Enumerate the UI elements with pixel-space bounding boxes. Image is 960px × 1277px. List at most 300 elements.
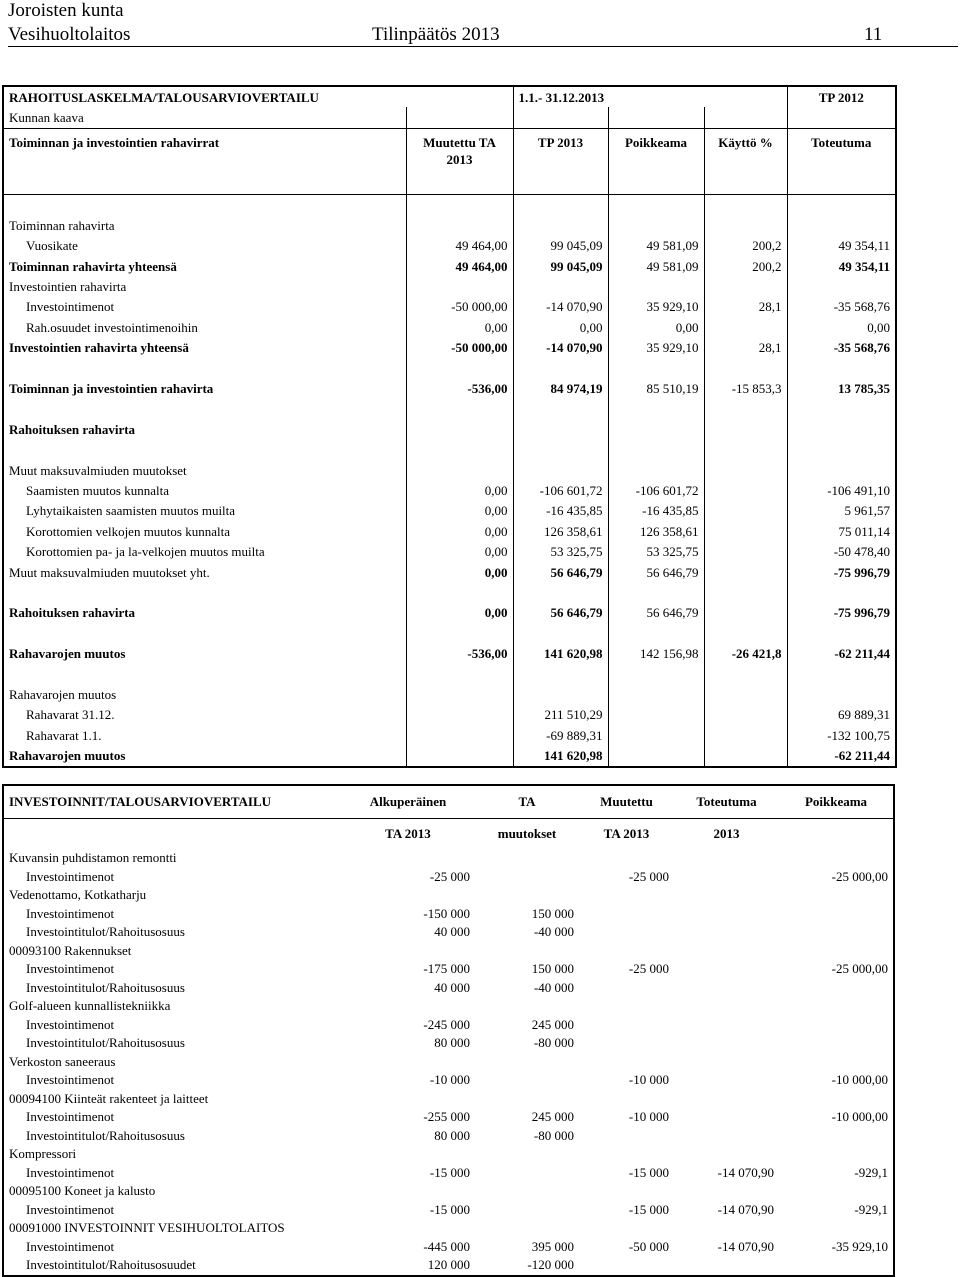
table-row xyxy=(3,1034,894,1053)
value-cell xyxy=(779,1053,894,1072)
value-cell xyxy=(704,480,787,500)
value-cell: -50 000,00 xyxy=(406,338,513,358)
value-cell xyxy=(608,419,704,439)
value-cell: 245 000 xyxy=(531,1016,574,1032)
value-cell: -14 070,90 xyxy=(513,297,608,317)
empty-cell xyxy=(704,439,787,459)
row-label: 00095100 Koneet ja kalusto xyxy=(9,1183,156,1199)
table-row xyxy=(3,1016,894,1035)
empty-cell xyxy=(787,399,896,419)
table-row xyxy=(3,256,896,276)
table-row xyxy=(3,460,896,480)
table-row xyxy=(3,886,894,905)
value-cell: -25 000 xyxy=(628,961,669,977)
value-cell xyxy=(787,215,896,235)
value-cell: -40 000 xyxy=(533,979,574,995)
value-cell xyxy=(406,725,513,745)
value-cell: 56 646,79 xyxy=(608,562,704,582)
empty-cell xyxy=(513,623,608,643)
value-cell xyxy=(579,979,674,998)
row-label: Investointimenot xyxy=(26,868,115,884)
value-cell xyxy=(579,1182,674,1201)
value-cell xyxy=(406,705,513,725)
empty-cell xyxy=(787,582,896,602)
value-cell xyxy=(579,886,674,905)
value-cell xyxy=(787,684,896,704)
value-cell xyxy=(406,684,513,704)
value-cell: 120 000 xyxy=(427,1257,470,1273)
row-label: Investointimenot xyxy=(26,961,115,977)
value-cell xyxy=(608,684,704,704)
value-cell: -62 211,44 xyxy=(787,643,896,663)
table-row xyxy=(3,868,894,887)
value-cell: -16 435,85 xyxy=(608,501,704,521)
row-label: 00091000 INVESTOINNIT VESIHUOLTOLAITOS xyxy=(9,1220,285,1236)
value-cell: -10 000 xyxy=(628,1072,669,1088)
value-cell xyxy=(608,276,704,296)
value-cell: 13 785,35 xyxy=(787,378,896,398)
value-cell: 0,00 xyxy=(406,480,513,500)
value-cell xyxy=(475,1164,579,1183)
empty-cell xyxy=(513,358,608,378)
empty-cell xyxy=(704,194,787,215)
value-cell xyxy=(579,1053,674,1072)
row-label: Investointitulot/Rahoitusosuudet xyxy=(26,1257,196,1273)
row-label: Rahoituksen rahavirta xyxy=(3,603,406,623)
value-cell xyxy=(608,745,704,766)
value-cell xyxy=(704,705,787,725)
column-subheader: TA 2013 xyxy=(385,826,431,841)
row-label: Investointitulot/Rahoitusosuus xyxy=(26,979,185,995)
row-label: Lyhytaikaisten saamisten muutos muilta xyxy=(3,501,406,521)
value-cell: 99 045,09 xyxy=(513,256,608,276)
page-number: 11 xyxy=(864,24,883,45)
row-label: Toiminnan ja investointien rahavirta xyxy=(3,378,406,398)
value-cell: -62 211,44 xyxy=(787,745,896,766)
value-cell xyxy=(787,419,896,439)
empty-cell xyxy=(787,664,896,684)
table-row xyxy=(3,684,896,704)
value-cell xyxy=(674,923,779,942)
table-row xyxy=(3,1182,894,1201)
value-cell: 49 354,11 xyxy=(787,256,896,276)
column-subheader xyxy=(3,819,341,850)
value-cell xyxy=(513,460,608,480)
empty-cell xyxy=(787,439,896,459)
value-cell xyxy=(579,849,674,868)
value-cell xyxy=(704,725,787,745)
value-cell xyxy=(704,562,787,582)
subtitle-row xyxy=(3,107,896,128)
value-cell xyxy=(341,886,475,905)
value-cell xyxy=(475,1145,579,1164)
table-row xyxy=(3,215,896,235)
value-cell: -25 000,00 xyxy=(831,961,888,977)
table-row xyxy=(3,1145,894,1164)
value-cell xyxy=(674,1127,779,1146)
value-cell xyxy=(779,1016,894,1035)
column-header: Poikkeama xyxy=(608,128,704,194)
value-cell: 35 929,10 xyxy=(608,338,704,358)
value-cell xyxy=(779,905,894,924)
column-header: Muutettu xyxy=(579,785,674,819)
table-row xyxy=(3,1201,894,1220)
column-subheader xyxy=(779,819,894,850)
column-header: Toteutuma xyxy=(787,128,896,194)
table-row xyxy=(3,1108,894,1127)
row-label: Investointimenot xyxy=(26,1164,115,1180)
column-subheader: muutokset xyxy=(497,826,557,841)
row-label: Investointitulot/Rahoitusosuus xyxy=(26,924,185,940)
value-cell: -80 000 xyxy=(533,1127,574,1143)
value-cell: -106 491,10 xyxy=(787,480,896,500)
value-cell xyxy=(579,1219,674,1238)
value-cell: -50 478,40 xyxy=(787,541,896,561)
empty-cell xyxy=(3,623,406,643)
value-cell xyxy=(674,1145,779,1164)
value-cell xyxy=(341,1145,475,1164)
table-row xyxy=(3,1238,894,1257)
value-cell xyxy=(674,1108,779,1127)
value-cell xyxy=(475,1090,579,1109)
value-cell xyxy=(674,1219,779,1238)
row-label: Investointimenot xyxy=(26,1072,115,1088)
value-cell xyxy=(475,1071,579,1090)
value-cell xyxy=(704,419,787,439)
table-row xyxy=(3,419,896,439)
row-label: Verkoston saneeraus xyxy=(9,1053,116,1069)
value-cell: 56 646,79 xyxy=(513,562,608,582)
column-header: TP 2013 xyxy=(513,128,608,194)
value-cell: -120 000 xyxy=(527,1257,574,1273)
empty-cell xyxy=(406,399,513,419)
empty-cell xyxy=(513,194,608,215)
value-cell xyxy=(406,276,513,296)
cash-flow-statement-table xyxy=(2,85,897,768)
empty-cell xyxy=(704,623,787,643)
value-cell: -14 070,90 xyxy=(717,1164,774,1180)
column-header: Muutettu TA 2013 xyxy=(406,128,513,194)
value-cell: 28,1 xyxy=(704,338,787,358)
row-label: Rahavarojen muutos xyxy=(3,684,406,704)
value-cell xyxy=(475,1201,579,1220)
empty-cell xyxy=(406,194,513,215)
value-cell: -132 100,75 xyxy=(787,725,896,745)
value-cell: -150 000 xyxy=(423,905,470,921)
value-cell xyxy=(779,942,894,961)
table-row xyxy=(3,480,896,500)
value-cell xyxy=(475,868,579,887)
value-cell: -50 000 xyxy=(628,1238,669,1254)
table-row xyxy=(3,399,896,419)
value-cell: -10 000,00 xyxy=(831,1109,888,1125)
empty-cell xyxy=(704,664,787,684)
value-cell xyxy=(406,419,513,439)
value-cell: 0,00 xyxy=(406,603,513,623)
row-label: Investointitulot/Rahoitusosuus xyxy=(26,1035,185,1051)
value-cell: 142 156,98 xyxy=(608,643,704,663)
row-label: 00094100 Kiinteät rakenteet ja laitteet xyxy=(9,1090,209,1106)
value-cell: -14 070,90 xyxy=(717,1238,774,1254)
value-cell xyxy=(779,997,894,1016)
value-cell xyxy=(779,1145,894,1164)
value-cell: -35 568,76 xyxy=(787,297,896,317)
value-cell xyxy=(779,1034,894,1053)
value-cell xyxy=(475,942,579,961)
row-label: Investointimenot xyxy=(26,905,115,921)
value-cell xyxy=(674,960,779,979)
table-row xyxy=(3,378,896,398)
value-cell: 85 510,19 xyxy=(608,378,704,398)
row-label: Investointitulot/Rahoitusosuus xyxy=(26,1127,185,1143)
value-cell: 5 961,57 xyxy=(787,501,896,521)
value-cell: -26 421,8 xyxy=(704,643,787,663)
empty-cell xyxy=(704,107,787,128)
table-row xyxy=(3,942,894,961)
value-cell xyxy=(608,725,704,745)
value-cell xyxy=(704,215,787,235)
table-row xyxy=(3,979,894,998)
row-label: Kuvansin puhdistamon remontti xyxy=(9,850,177,866)
table-row xyxy=(3,623,896,643)
column-header: Toiminnan ja investointien rahavirrat xyxy=(3,128,406,194)
row-label: Investointien rahavirta yhteensä xyxy=(3,338,406,358)
row-label: Toiminnan rahavirta xyxy=(3,215,406,235)
column-header: Toteutuma xyxy=(674,785,779,819)
empty-cell xyxy=(3,439,406,459)
value-cell: 126 358,61 xyxy=(513,521,608,541)
empty-cell xyxy=(513,664,608,684)
value-cell xyxy=(787,460,896,480)
row-label: Investointimenot xyxy=(26,1201,115,1217)
value-cell xyxy=(674,1071,779,1090)
table-row xyxy=(3,521,896,541)
value-cell: 49 581,09 xyxy=(608,256,704,276)
value-cell: -69 889,31 xyxy=(513,725,608,745)
value-cell xyxy=(674,942,779,961)
empty-cell xyxy=(787,623,896,643)
value-cell: -10 000,00 xyxy=(831,1072,888,1088)
value-cell xyxy=(674,886,779,905)
column-subheader-row xyxy=(3,819,894,850)
value-cell xyxy=(513,684,608,704)
header-rule xyxy=(8,46,958,47)
column-header: Alkuperäinen xyxy=(341,785,475,819)
value-cell xyxy=(779,1182,894,1201)
table-row xyxy=(3,358,896,378)
unit-name: Vesihuoltolaitos xyxy=(8,24,131,45)
value-cell: 53 325,75 xyxy=(608,541,704,561)
value-cell: 126 358,61 xyxy=(608,521,704,541)
empty-cell xyxy=(3,582,406,602)
column-header: TA xyxy=(475,785,579,819)
document-title: Tilinpäätös 2013 xyxy=(372,24,500,45)
value-cell: 0,00 xyxy=(406,501,513,521)
value-cell xyxy=(704,603,787,623)
empty-cell xyxy=(406,439,513,459)
row-label: Saamisten muutos kunnalta xyxy=(3,480,406,500)
value-cell xyxy=(579,997,674,1016)
value-cell: 49 581,09 xyxy=(608,236,704,256)
value-cell xyxy=(475,1182,579,1201)
value-cell: 40 000 xyxy=(434,979,470,995)
value-cell xyxy=(674,1016,779,1035)
table-row xyxy=(3,317,896,337)
empty-cell xyxy=(608,358,704,378)
value-cell xyxy=(704,521,787,541)
table-row xyxy=(3,1164,894,1183)
value-cell xyxy=(579,923,674,942)
value-cell xyxy=(674,1034,779,1053)
empty-cell xyxy=(608,107,704,128)
value-cell xyxy=(704,460,787,480)
empty-cell xyxy=(513,399,608,419)
value-cell: -14 070,90 xyxy=(513,338,608,358)
table-row xyxy=(3,194,896,215)
empty-cell xyxy=(406,664,513,684)
value-cell: 0,00 xyxy=(406,562,513,582)
value-cell xyxy=(341,942,475,961)
table-row xyxy=(3,582,896,602)
table-row xyxy=(3,338,896,358)
empty-cell xyxy=(787,358,896,378)
value-cell: -929,1 xyxy=(854,1201,888,1217)
table-row xyxy=(3,1219,894,1238)
value-cell: 69 889,31 xyxy=(787,705,896,725)
value-cell: 56 646,79 xyxy=(513,603,608,623)
value-cell xyxy=(779,1256,894,1276)
value-cell: -35 929,10 xyxy=(831,1238,888,1254)
row-label: Vedenottamo, Kotkatharju xyxy=(9,887,147,903)
row-label: Rah.osuudet investointimenoihin xyxy=(3,317,406,337)
value-cell: 0,00 xyxy=(608,317,704,337)
value-cell xyxy=(779,923,894,942)
value-cell xyxy=(704,276,787,296)
empty-cell xyxy=(704,399,787,419)
value-cell xyxy=(579,942,674,961)
value-cell: -175 000 xyxy=(423,961,470,977)
empty-cell xyxy=(3,399,406,419)
value-cell: 0,00 xyxy=(406,317,513,337)
value-cell xyxy=(513,419,608,439)
row-label: Golf-alueen kunnallistekniikka xyxy=(9,998,171,1014)
table-row xyxy=(3,1090,894,1109)
value-cell xyxy=(704,317,787,337)
value-cell: -80 000 xyxy=(533,1035,574,1051)
value-cell: 80 000 xyxy=(434,1035,470,1051)
empty-cell xyxy=(3,194,406,215)
table-row xyxy=(3,562,896,582)
table-row xyxy=(3,664,896,684)
value-cell: -15 853,3 xyxy=(704,378,787,398)
column-header-row xyxy=(3,128,896,194)
table-row xyxy=(3,725,896,745)
value-cell xyxy=(579,1016,674,1035)
value-cell: -106 601,72 xyxy=(513,480,608,500)
row-label: Korottomien velkojen muutos kunnalta xyxy=(3,521,406,541)
column-header: Poikkeama xyxy=(779,785,894,819)
value-cell: 0,00 xyxy=(513,317,608,337)
table-row xyxy=(3,439,896,459)
value-cell xyxy=(579,1127,674,1146)
empty-cell xyxy=(513,439,608,459)
value-cell: -536,00 xyxy=(406,643,513,663)
value-cell xyxy=(674,849,779,868)
value-cell: 99 045,09 xyxy=(513,236,608,256)
value-cell xyxy=(608,460,704,480)
empty-cell xyxy=(513,107,608,128)
empty-cell xyxy=(704,582,787,602)
value-cell xyxy=(779,1127,894,1146)
period-label: 1.1.- 31.12.2013 xyxy=(513,86,787,107)
value-cell: -35 568,76 xyxy=(787,338,896,358)
table-row xyxy=(3,1071,894,1090)
row-label: Rahavarat 31.12. xyxy=(3,705,406,725)
row-label: 00093100 Rakennukset xyxy=(9,942,132,958)
value-cell xyxy=(579,1090,674,1109)
table-row xyxy=(3,541,896,561)
value-cell xyxy=(341,1090,475,1109)
row-label: Rahavarojen muutos xyxy=(3,745,406,766)
row-label: Toiminnan rahavirta yhteensä xyxy=(3,256,406,276)
value-cell xyxy=(704,501,787,521)
row-label: Investointien rahavirta xyxy=(3,276,406,296)
table-row xyxy=(3,236,896,256)
row-label: Muut maksuvalmiuden muutokset yht. xyxy=(3,562,406,582)
value-cell xyxy=(341,997,475,1016)
table-row xyxy=(3,705,896,725)
value-cell xyxy=(475,1053,579,1072)
value-cell: -10 000 xyxy=(429,1072,470,1088)
value-cell: 141 620,98 xyxy=(513,745,608,766)
value-cell xyxy=(674,905,779,924)
row-label: Korottomien pa- ja la-velkojen muutos muilta xyxy=(3,541,406,561)
column-header-row xyxy=(3,785,894,819)
value-cell xyxy=(779,1090,894,1109)
value-cell: -75 996,79 xyxy=(787,562,896,582)
value-cell: 150 000 xyxy=(531,961,574,977)
value-cell xyxy=(341,1053,475,1072)
value-cell: -15 000 xyxy=(628,1164,669,1180)
value-cell: 28,1 xyxy=(704,297,787,317)
value-cell: -16 435,85 xyxy=(513,501,608,521)
table-title: RAHOITUSLASKELMA/TALOUSARVIOVERTAILU xyxy=(3,86,513,107)
value-cell xyxy=(608,705,704,725)
table-row xyxy=(3,276,896,296)
value-cell xyxy=(579,1034,674,1053)
value-cell: 49 464,00 xyxy=(406,256,513,276)
value-cell xyxy=(341,1182,475,1201)
value-cell: 211 510,29 xyxy=(513,705,608,725)
value-cell xyxy=(779,849,894,868)
value-cell xyxy=(475,886,579,905)
subtitle: Kunnan kaava xyxy=(3,107,406,128)
column-subheader: 2013 xyxy=(713,826,740,841)
value-cell: 84 974,19 xyxy=(513,378,608,398)
table-row xyxy=(3,1127,894,1146)
value-cell xyxy=(513,215,608,235)
value-cell xyxy=(579,1256,674,1276)
empty-cell xyxy=(406,358,513,378)
empty-cell xyxy=(704,358,787,378)
value-cell: -25 000,00 xyxy=(831,868,888,884)
table-title-row xyxy=(3,86,896,107)
row-label: Rahavarojen muutos xyxy=(3,643,406,663)
value-cell: 49 354,11 xyxy=(787,236,896,256)
value-cell xyxy=(779,1219,894,1238)
value-cell xyxy=(704,745,787,766)
value-cell: 75 011,14 xyxy=(787,521,896,541)
